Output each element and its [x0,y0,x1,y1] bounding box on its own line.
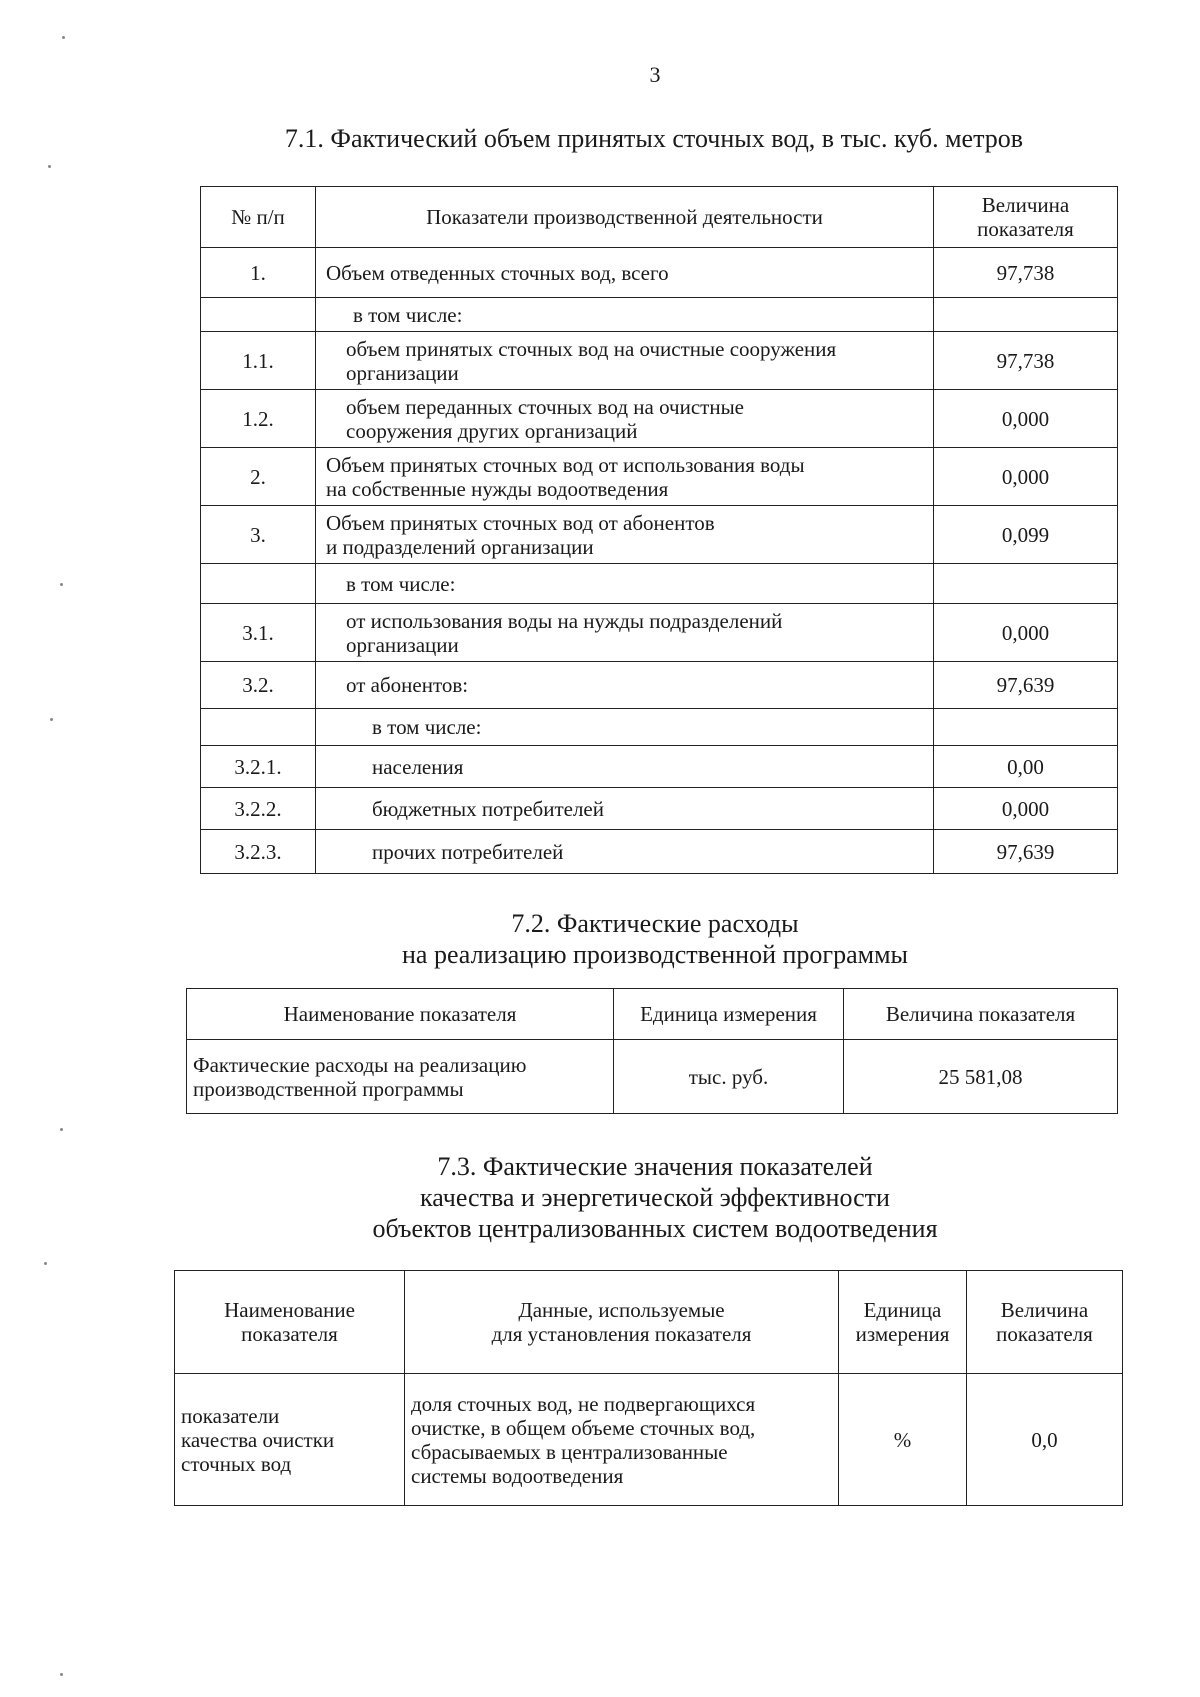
row-num: 3.2.3. [201,830,316,874]
expenses-table [186,988,1118,1114]
row-value [934,709,1118,746]
row-data-line4: системы водоотведения [411,1463,624,1488]
row-label [316,390,934,448]
table-row [201,248,1118,298]
table-row [201,662,1118,709]
scan-speck [48,165,51,168]
header-data [405,1271,839,1374]
row-label: прочих потребителей [316,830,934,874]
header-num: № п/п [201,187,316,248]
row-num: 1.1. [201,332,316,390]
table-row [175,1374,1123,1506]
header-value-line2: показателя [977,217,1074,241]
row-unit: тыс. руб. [614,1040,844,1114]
section3-title-line2: качества и энергетической эффективности [420,1183,890,1212]
header-value [967,1271,1123,1374]
wastewater-volume-table [200,186,1118,874]
quality-indicators-table [174,1270,1123,1506]
table-row [187,1040,1118,1114]
row-value: 97,639 [934,662,1118,709]
row-label-line1: Объем принятых сточных вод от использования воды [326,452,805,477]
header-value-line1: Величина [1000,1298,1089,1322]
row-data-line1: доля сточных вод, не подвергающихся [411,1391,756,1416]
row-name [187,1040,614,1114]
header-unit-line1: Единица [863,1298,942,1322]
header-value: Величина показателя [844,989,1118,1040]
header-value [934,187,1118,248]
table-row [201,506,1118,564]
row-num: 3.2.2. [201,788,316,830]
header-name-line1: Наименование [224,1298,355,1322]
header-data-line2: для установления показателя [491,1322,752,1346]
row-label [316,448,934,506]
section2-title-line2: на реализацию производственной программы [401,940,908,969]
header-indicator: Показатели производственной деятельности [316,187,934,248]
row-label [316,506,934,564]
row-name-line1: показатели [181,1403,280,1428]
row-num: 3.1. [201,604,316,662]
row-num [201,564,316,604]
row-label: населения [316,746,934,788]
row-name [175,1374,405,1506]
header-data-line1: Данные, используемые [518,1298,725,1322]
row-name-line2: качества очистки [181,1427,335,1452]
section2-title-line1: 7.2. Фактические расходы [511,909,799,938]
row-value: 0,0 [967,1374,1123,1506]
scan-speck [44,1262,47,1265]
row-value: 25 581,08 [844,1040,1118,1114]
section2-title [0,908,1200,970]
header-value-line2: показателя [996,1322,1093,1346]
row-num: 3.2.1. [201,746,316,788]
table-row [201,298,1118,332]
header-unit-line2: измерения [855,1322,950,1346]
row-value: 0,099 [934,506,1118,564]
table-row [201,564,1118,604]
row-label-line1: объем принятых сточных вод на очистные сооружения [346,336,837,361]
row-label: в том числе: [316,564,934,604]
row-value: 97,738 [934,248,1118,298]
scan-speck [60,1673,63,1676]
header-unit [839,1271,967,1374]
row-label-line1: объем переданных сточных вод на очистные [346,394,744,419]
row-data [405,1374,839,1506]
section3-title-line3: объектов централизованных систем водоотведения [372,1214,938,1243]
row-value: 97,738 [934,332,1118,390]
table-header-row [187,989,1118,1040]
header-value-line1: Величина [981,193,1070,217]
section3-title [0,1151,1200,1244]
scan-speck [60,1128,63,1131]
table-row [201,448,1118,506]
table-row [201,830,1118,874]
row-name-line1: Фактические расходы на реализацию [193,1052,527,1077]
row-num: 1. [201,248,316,298]
row-label-line2: организации [346,360,459,385]
row-value: 97,639 [934,830,1118,874]
row-value [934,564,1118,604]
row-value: 0,00 [934,746,1118,788]
row-num [201,298,316,332]
section1-title [0,123,1200,154]
header-name-line2: показателя [241,1322,338,1346]
scan-speck [62,36,65,39]
scan-speck [60,583,63,586]
table-row [201,332,1118,390]
table-row [201,788,1118,830]
row-data-line2: очистке, в общем объеме сточных вод, [411,1415,756,1440]
row-value: 0,000 [934,448,1118,506]
header-name [175,1271,405,1374]
row-label-line2: организации [346,632,459,657]
section1-title-text: 7.1. Фактический объем принятых сточных вод, в тыс. куб. метров [284,124,1024,153]
row-label-line1: Объем принятых сточных вод от абонентов [326,510,715,535]
row-unit: % [839,1374,967,1506]
row-name-line2: производственной программы [193,1076,464,1101]
row-label-line2: сооружения других организаций [346,418,638,443]
row-num: 1.2. [201,390,316,448]
header-name: Наименование показателя [187,989,614,1040]
row-num: 3. [201,506,316,564]
row-data-line3: сбрасываемых в централизованные [411,1439,728,1464]
row-label: в том числе: [316,709,934,746]
scan-speck [50,718,53,721]
row-value: 0,000 [934,390,1118,448]
table-row [201,746,1118,788]
row-value: 0,000 [934,604,1118,662]
table-header-row [201,187,1118,248]
row-label-line1: от использования воды на нужды подразделений [346,608,783,633]
row-label [316,332,934,390]
header-unit: Единица измерения [614,989,844,1040]
row-value: 0,000 [934,788,1118,830]
row-name-line3: сточных вод [181,1451,292,1476]
table-row [201,390,1118,448]
row-label-line2: на собственные нужды водоотведения [326,476,669,501]
row-label: Объем отведенных сточных вод, всего [316,248,934,298]
section3-title-line1: 7.3. Фактические значения показателей [437,1152,873,1181]
row-num [201,709,316,746]
table-row [201,604,1118,662]
table-row [201,709,1118,746]
row-label: в том числе: [316,298,934,332]
row-num: 3.2. [201,662,316,709]
row-label [316,604,934,662]
table-header-row [175,1271,1123,1374]
row-label-line2: и подразделений организации [326,534,594,559]
row-value [934,298,1118,332]
page-number: 3 [649,62,661,87]
row-label: от абонентов: [316,662,934,709]
row-label: бюджетных потребителей [316,788,934,830]
row-num: 2. [201,448,316,506]
